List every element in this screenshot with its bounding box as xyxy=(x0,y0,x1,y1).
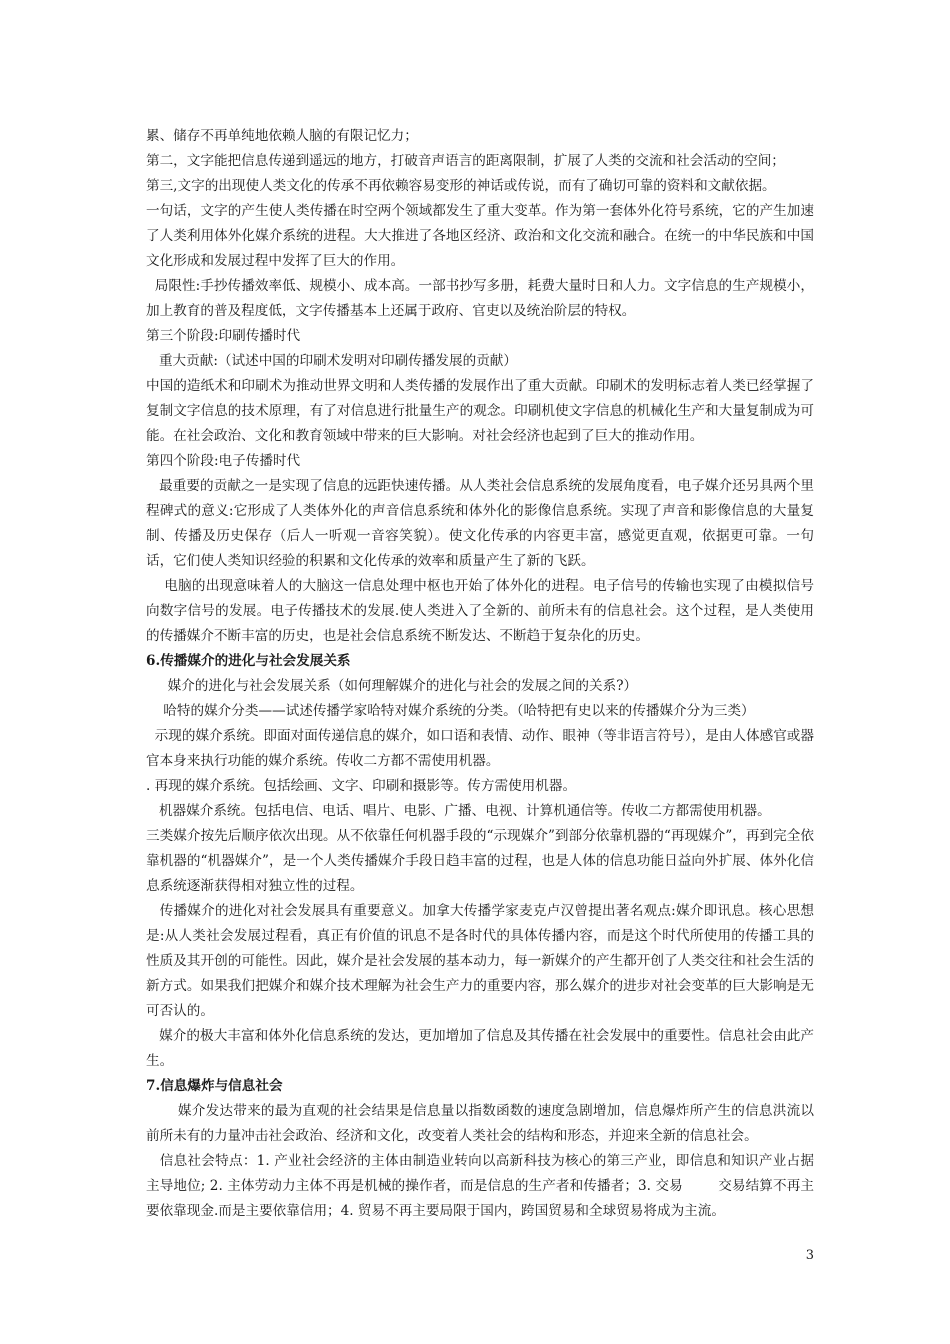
paragraph: 哈特的媒介分类——试述传播学家哈特对媒介系统的分类。（哈特把有史以来的传播媒介分为三类） xyxy=(146,703,755,719)
page-number: 3 xyxy=(805,1248,814,1263)
paragraph: 一句话，文字的产生使人类传播在时空两个领域都发生了重大变革。作为第一套体外化符号系统，它的产生加速了人类利用体外化媒介系统的进程。大大推进了各地区经济、政治和文化交流和融合。在统一的中华民族和中国文化形成和发展过程中发挥了巨大的作用。 xyxy=(146,203,814,269)
paragraph: 示现的媒介系统。即面对面传递信息的媒介，如口语和表情、动作、眼神（等非语言符号），是由人体感官或器官本身来执行功能的媒介系统。传收二方都不需使用机器。 xyxy=(146,728,814,769)
paragraph: 信息社会特点：1. 产业社会经济的主体由制造业转向以高新科技为核心的第三产业，即信息和知识产业占据主导地位; 2. 主体劳动力主体不再是机械的操作者，而是信息的生产者和传播者；3. 交易 交易结算不再主要依靠现金.而是主要依靠信用；4. 贸易不再主要局限于国内，跨国贸易和全球贸易将成为主流。 xyxy=(146,1153,814,1219)
paragraph: 媒介发达带来的最为直观的社会结果是信息量以指数函数的速度急剧增加，信息爆炸所产生的信息洪流以前所未有的力量冲击社会政治、经济和文化，改变着人类社会的结构和形态，并迎来全新的信息社会。 xyxy=(146,1103,814,1144)
paragraph: 电脑的出现意味着人的大脑这一信息处理中枢也开始了体外化的进程。电子信号的传输也实现了由模拟信号向数字信号的发展。电子传播技术的发展.使人类进入了全新的、前所未有的信息社会。这个过程，是人类使用的传播媒介不断丰富的历史，也是社会信息系统不断发达、不断趋于复杂化的历史。 xyxy=(146,578,814,644)
paragraph: 最重要的贡献之一是实现了信息的远距快速传播。从人类社会信息系统的发展角度看，电子媒介还另具两个里程碑式的意义:它形成了人类体外化的声音信息系统和体外化的影像信息系统。实现了声音和影像信息的大量复制、传播及历史保存（后人一听观一音容笑貌）。使文化传承的内容更丰富，感觉更直观，依据更可靠。一句话，它们使人类知识经验的积累和文化传承的效率和质量产生了新的飞跃。 xyxy=(146,478,815,569)
section-heading: 7.信息爆炸与信息社会 xyxy=(146,1078,283,1094)
document-body xyxy=(146,124,814,1224)
paragraph: 媒介的进化与社会发展关系（如何理解媒介的进化与社会的发展之间的关系?） xyxy=(146,678,638,694)
paragraph: 重大贡献:（试述中国的印刷术发明对印刷传播发展的贡献） xyxy=(146,353,517,369)
section-heading: 6.传播媒介的进化与社会发展关系 xyxy=(146,653,351,669)
paragraph: 媒介的极大丰富和体外化信息系统的发达，更加增加了信息及其传播在社会发展中的重要性。信息社会由此产生。 xyxy=(146,1028,815,1069)
paragraph: 中国的造纸术和印刷术为推动世界文明和人类传播的发展作出了重大贡献。印刷术的发明标志着人类已经掌握了复制文字信息的技术原理，有了对信息进行批量生产的观念。印刷机使文字信息的机械化生产和大量复制成为可能。在社会政治、文化和教育领域中带来的巨大影响。对社会经济也起到了巨大的推动作用。 xyxy=(146,378,814,444)
paragraph: 第四个阶段:电子传播时代 xyxy=(146,453,301,469)
paragraph: 第三,文字的出现使人类文化的传承不再依赖容易变形的神话或传说，而有了确切可靠的资料和文献依据。 xyxy=(146,178,776,194)
paragraph: 机器媒介系统。包括电信、电话、唱片、电影、广播、电视、计算机通信等。传收二方都需使用机器。 xyxy=(146,803,771,819)
paragraph: 局限性:手抄传播效率低、规模小、成本高。一部书抄写多册，耗费大量时日和人力。文字信息的生产规模小，加上教育的普及程度低，文字传播基本上还属于政府、官吏以及统治阶层的特权。 xyxy=(146,278,814,319)
paragraph: 传播媒介的进化对社会发展具有重要意义。加拿大传播学家麦克卢汉曾提出著名观点:媒介即讯息。核心思想是:从人类社会发展过程看，真正有价值的讯息不是各时代的具体传播内容，而是这个时代所使用的传播工具的性质及其开创的可能性。因此，媒介是社会发展的基本动力，每一新媒介的产生都开创了人类交往和社会生活的新方式。如果我们把媒介和媒介技术理解为社会生产力的重要内容，那么媒介的进步对社会变革的巨大影响是无可否认的。 xyxy=(146,903,814,1019)
paragraph: 三类媒介按先后顺序依次出现。从不依靠任何机器手段的“示现媒介”到部分依靠机器的“再现媒介”，再到完全依靠机器的“机器媒介”，是一个人类传播媒介手段日趋丰富的过程，也是人体的信息功能日益向外扩展、体外化信息系统逐渐获得相对独立性的过程。 xyxy=(146,828,814,894)
paragraph: 第三个阶段:印刷传播时代 xyxy=(146,328,301,344)
paragraph: . 再现的媒介系统。包括绘画、文字、印刷和摄影等。传方需使用机器。 xyxy=(146,778,577,794)
paragraph: 累、储存不再单纯地依赖人脑的有限记忆力； xyxy=(146,128,418,144)
paragraph: 第二，文字能把信息传递到遥远的地方，打破音声语言的距离限制，扩展了人类的交流和社会活动的空间； xyxy=(146,153,785,169)
